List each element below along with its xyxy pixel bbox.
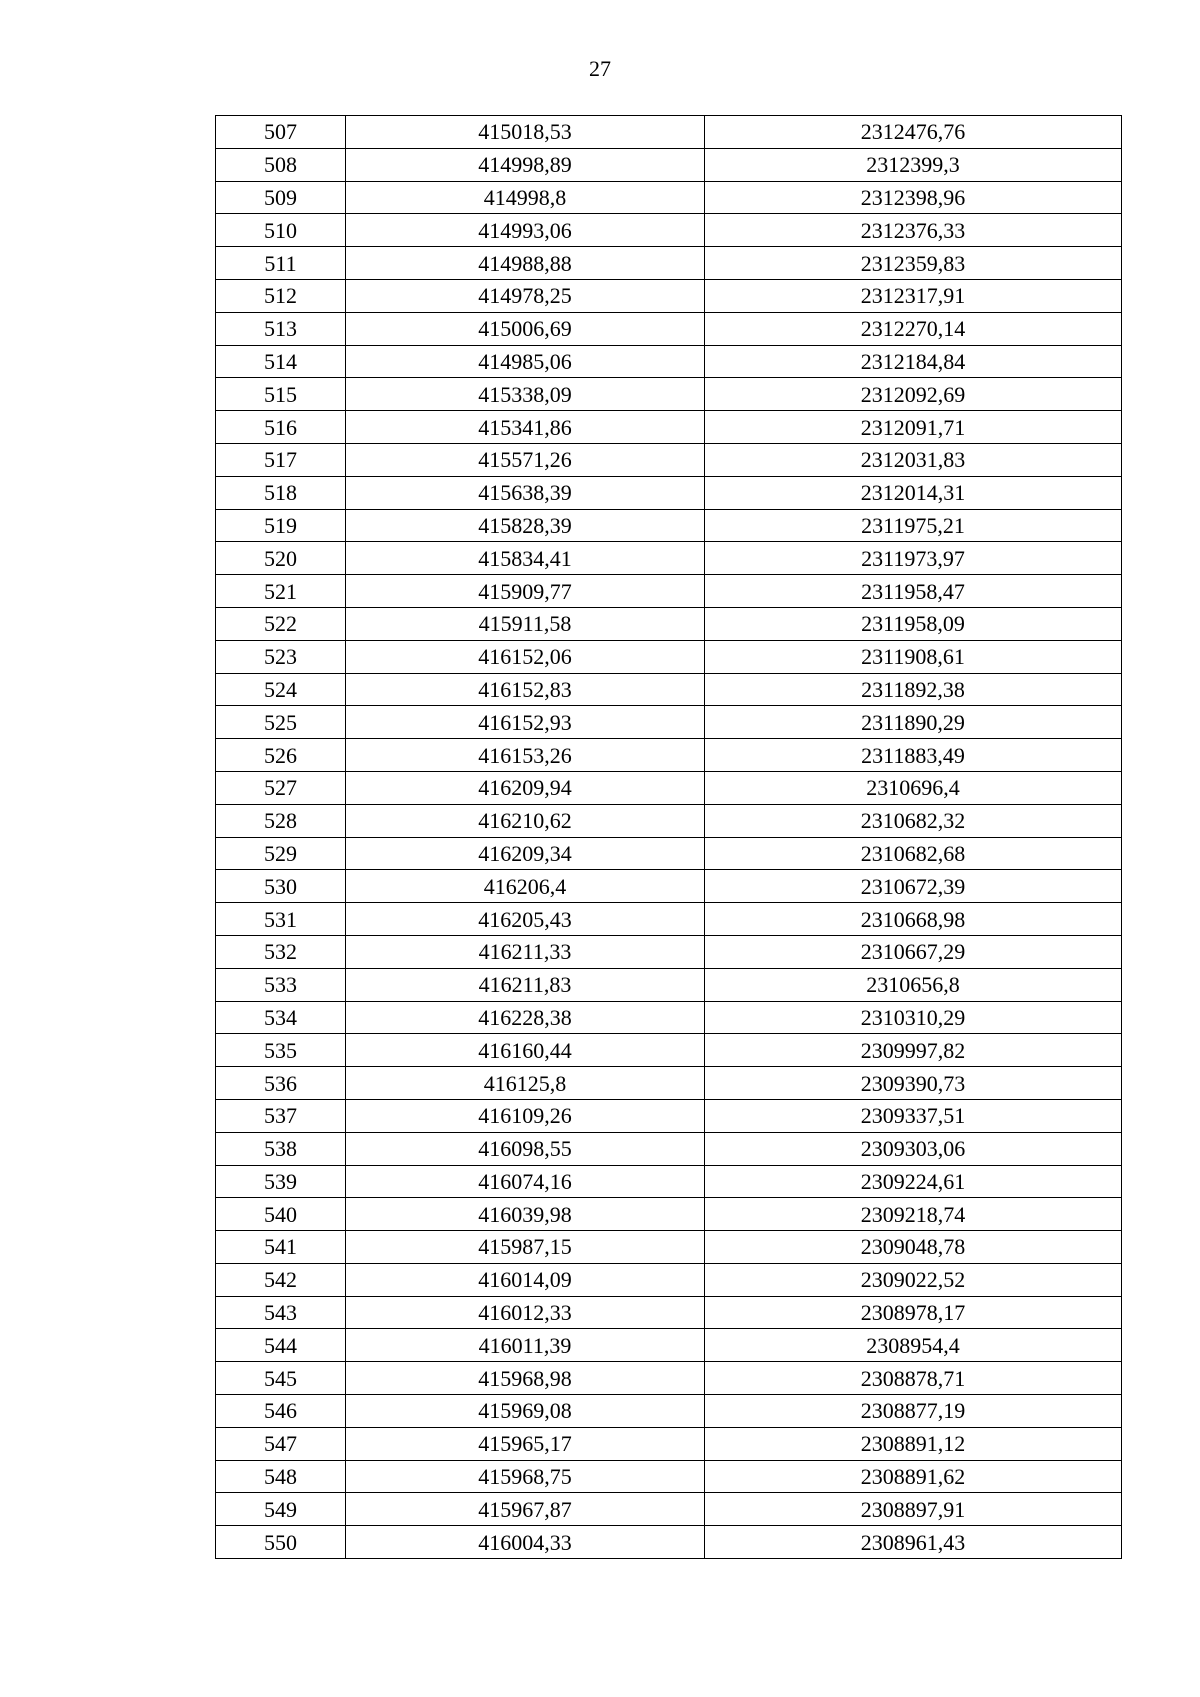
table-row <box>216 1395 1122 1428</box>
x-coordinate-cell: 416211,33 <box>346 935 705 968</box>
x-coordinate-cell: 415006,69 <box>346 312 705 345</box>
x-coordinate-cell: 415638,39 <box>346 476 705 509</box>
x-coordinate-cell: 416109,26 <box>346 1099 705 1132</box>
point-number-cell: 518 <box>216 476 346 509</box>
point-number-cell: 510 <box>216 214 346 247</box>
coordinates-table <box>215 115 1122 1559</box>
x-coordinate-cell: 416209,94 <box>346 771 705 804</box>
table-row <box>216 1263 1122 1296</box>
y-coordinate-cell: 2309997,82 <box>705 1034 1122 1067</box>
table-row <box>216 509 1122 542</box>
x-coordinate-cell: 416098,55 <box>346 1132 705 1165</box>
point-number-cell: 513 <box>216 312 346 345</box>
y-coordinate-cell: 2310310,29 <box>705 1001 1122 1034</box>
point-number-cell: 546 <box>216 1395 346 1428</box>
y-coordinate-cell: 2309022,52 <box>705 1263 1122 1296</box>
table-row <box>216 968 1122 1001</box>
point-number-cell: 542 <box>216 1263 346 1296</box>
y-coordinate-cell: 2310668,98 <box>705 903 1122 936</box>
x-coordinate-cell: 415987,15 <box>346 1231 705 1264</box>
table-row <box>216 935 1122 968</box>
y-coordinate-cell: 2309048,78 <box>705 1231 1122 1264</box>
table-row <box>216 706 1122 739</box>
y-coordinate-cell: 2311892,38 <box>705 673 1122 706</box>
y-coordinate-cell: 2310656,8 <box>705 968 1122 1001</box>
x-coordinate-cell: 416153,26 <box>346 739 705 772</box>
point-number-cell: 509 <box>216 181 346 214</box>
table-row <box>216 1362 1122 1395</box>
page-number: 27 <box>589 56 611 81</box>
point-number-cell: 525 <box>216 706 346 739</box>
table-row <box>216 903 1122 936</box>
table-row <box>216 837 1122 870</box>
x-coordinate-cell: 416014,09 <box>346 1263 705 1296</box>
table-row <box>216 1329 1122 1362</box>
x-coordinate-cell: 416125,8 <box>346 1067 705 1100</box>
y-coordinate-cell: 2308961,43 <box>705 1526 1122 1559</box>
y-coordinate-cell: 2308891,62 <box>705 1460 1122 1493</box>
x-coordinate-cell: 414998,89 <box>346 148 705 181</box>
table-row <box>216 1165 1122 1198</box>
x-coordinate-cell: 415969,08 <box>346 1395 705 1428</box>
point-number-cell: 534 <box>216 1001 346 1034</box>
table-row <box>216 739 1122 772</box>
point-number-cell: 508 <box>216 148 346 181</box>
y-coordinate-cell: 2312270,14 <box>705 312 1122 345</box>
x-coordinate-cell: 415965,17 <box>346 1427 705 1460</box>
y-coordinate-cell: 2308897,91 <box>705 1493 1122 1526</box>
x-coordinate-cell: 415828,39 <box>346 509 705 542</box>
table-row <box>216 116 1122 149</box>
point-number-cell: 523 <box>216 640 346 673</box>
point-number-cell: 526 <box>216 739 346 772</box>
y-coordinate-cell: 2309337,51 <box>705 1099 1122 1132</box>
table-row <box>216 476 1122 509</box>
y-coordinate-cell: 2309390,73 <box>705 1067 1122 1100</box>
y-coordinate-cell: 2310682,32 <box>705 804 1122 837</box>
table-row <box>216 1296 1122 1329</box>
table-row <box>216 1427 1122 1460</box>
x-coordinate-cell: 415018,53 <box>346 116 705 149</box>
table-row <box>216 640 1122 673</box>
point-number-cell: 545 <box>216 1362 346 1395</box>
y-coordinate-cell: 2311890,29 <box>705 706 1122 739</box>
point-number-cell: 507 <box>216 116 346 149</box>
y-coordinate-cell: 2311973,97 <box>705 542 1122 575</box>
point-number-cell: 533 <box>216 968 346 1001</box>
y-coordinate-cell: 2310672,39 <box>705 870 1122 903</box>
table-row <box>216 1460 1122 1493</box>
x-coordinate-cell: 416206,4 <box>346 870 705 903</box>
y-coordinate-cell: 2308891,12 <box>705 1427 1122 1460</box>
x-coordinate-cell: 414985,06 <box>346 345 705 378</box>
table-row <box>216 1034 1122 1067</box>
point-number-cell: 521 <box>216 575 346 608</box>
table-row <box>216 673 1122 706</box>
x-coordinate-cell: 416012,33 <box>346 1296 705 1329</box>
x-coordinate-cell: 415968,98 <box>346 1362 705 1395</box>
point-number-cell: 530 <box>216 870 346 903</box>
point-number-cell: 539 <box>216 1165 346 1198</box>
table-row <box>216 1493 1122 1526</box>
point-number-cell: 540 <box>216 1198 346 1231</box>
y-coordinate-cell: 2308978,17 <box>705 1296 1122 1329</box>
table-row <box>216 607 1122 640</box>
point-number-cell: 516 <box>216 411 346 444</box>
x-coordinate-cell: 416205,43 <box>346 903 705 936</box>
y-coordinate-cell: 2312359,83 <box>705 247 1122 280</box>
y-coordinate-cell: 2311908,61 <box>705 640 1122 673</box>
x-coordinate-cell: 415338,09 <box>346 378 705 411</box>
table-row <box>216 1099 1122 1132</box>
x-coordinate-cell: 416152,93 <box>346 706 705 739</box>
table-row <box>216 542 1122 575</box>
x-coordinate-cell: 416011,39 <box>346 1329 705 1362</box>
table-row <box>216 345 1122 378</box>
point-number-cell: 515 <box>216 378 346 411</box>
point-number-cell: 532 <box>216 935 346 968</box>
x-coordinate-cell: 416160,44 <box>346 1034 705 1067</box>
y-coordinate-cell: 2312031,83 <box>705 443 1122 476</box>
x-coordinate-cell: 416074,16 <box>346 1165 705 1198</box>
x-coordinate-cell: 414998,8 <box>346 181 705 214</box>
y-coordinate-cell: 2309218,74 <box>705 1198 1122 1231</box>
table-row <box>216 870 1122 903</box>
point-number-cell: 529 <box>216 837 346 870</box>
table-row <box>216 771 1122 804</box>
y-coordinate-cell: 2312398,96 <box>705 181 1122 214</box>
point-number-cell: 549 <box>216 1493 346 1526</box>
point-number-cell: 524 <box>216 673 346 706</box>
point-number-cell: 550 <box>216 1526 346 1559</box>
y-coordinate-cell: 2310667,29 <box>705 935 1122 968</box>
y-coordinate-cell: 2312014,31 <box>705 476 1122 509</box>
table-row <box>216 378 1122 411</box>
y-coordinate-cell: 2311883,49 <box>705 739 1122 772</box>
x-coordinate-cell: 416228,38 <box>346 1001 705 1034</box>
point-number-cell: 543 <box>216 1296 346 1329</box>
point-number-cell: 541 <box>216 1231 346 1264</box>
table-row <box>216 1067 1122 1100</box>
x-coordinate-cell: 415911,58 <box>346 607 705 640</box>
point-number-cell: 517 <box>216 443 346 476</box>
table-row <box>216 443 1122 476</box>
table-row <box>216 1001 1122 1034</box>
x-coordinate-cell: 416211,83 <box>346 968 705 1001</box>
x-coordinate-cell: 414978,25 <box>346 279 705 312</box>
y-coordinate-cell: 2308877,19 <box>705 1395 1122 1428</box>
y-coordinate-cell: 2311958,47 <box>705 575 1122 608</box>
y-coordinate-cell: 2312476,76 <box>705 116 1122 149</box>
y-coordinate-cell: 2312317,91 <box>705 279 1122 312</box>
table-row <box>216 1526 1122 1559</box>
y-coordinate-cell: 2308954,4 <box>705 1329 1122 1362</box>
point-number-cell: 512 <box>216 279 346 312</box>
y-coordinate-cell: 2310682,68 <box>705 837 1122 870</box>
point-number-cell: 527 <box>216 771 346 804</box>
x-coordinate-cell: 416004,33 <box>346 1526 705 1559</box>
x-coordinate-cell: 415341,86 <box>346 411 705 444</box>
x-coordinate-cell: 415968,75 <box>346 1460 705 1493</box>
y-coordinate-cell: 2311975,21 <box>705 509 1122 542</box>
x-coordinate-cell: 416039,98 <box>346 1198 705 1231</box>
y-coordinate-cell: 2309224,61 <box>705 1165 1122 1198</box>
y-coordinate-cell: 2312091,71 <box>705 411 1122 444</box>
table-row <box>216 148 1122 181</box>
table-row <box>216 411 1122 444</box>
x-coordinate-cell: 416209,34 <box>346 837 705 870</box>
y-coordinate-cell: 2308878,71 <box>705 1362 1122 1395</box>
y-coordinate-cell: 2312376,33 <box>705 214 1122 247</box>
table-row <box>216 1132 1122 1165</box>
y-coordinate-cell: 2311958,09 <box>705 607 1122 640</box>
point-number-cell: 519 <box>216 509 346 542</box>
x-coordinate-cell: 415571,26 <box>346 443 705 476</box>
point-number-cell: 520 <box>216 542 346 575</box>
point-number-cell: 536 <box>216 1067 346 1100</box>
point-number-cell: 522 <box>216 607 346 640</box>
table-row <box>216 214 1122 247</box>
point-number-cell: 544 <box>216 1329 346 1362</box>
point-number-cell: 535 <box>216 1034 346 1067</box>
point-number-cell: 511 <box>216 247 346 280</box>
table-row <box>216 804 1122 837</box>
coordinates-table-body <box>216 116 1122 1559</box>
x-coordinate-cell: 415834,41 <box>346 542 705 575</box>
y-coordinate-cell: 2309303,06 <box>705 1132 1122 1165</box>
table-row <box>216 279 1122 312</box>
point-number-cell: 537 <box>216 1099 346 1132</box>
table-row <box>216 247 1122 280</box>
point-number-cell: 547 <box>216 1427 346 1460</box>
y-coordinate-cell: 2312092,69 <box>705 378 1122 411</box>
point-number-cell: 528 <box>216 804 346 837</box>
x-coordinate-cell: 414993,06 <box>346 214 705 247</box>
table-row <box>216 1231 1122 1264</box>
y-coordinate-cell: 2312184,84 <box>705 345 1122 378</box>
table-row <box>216 312 1122 345</box>
x-coordinate-cell: 415967,87 <box>346 1493 705 1526</box>
x-coordinate-cell: 414988,88 <box>346 247 705 280</box>
table-row <box>216 1198 1122 1231</box>
y-coordinate-cell: 2312399,3 <box>705 148 1122 181</box>
table-row <box>216 575 1122 608</box>
point-number-cell: 548 <box>216 1460 346 1493</box>
x-coordinate-cell: 416152,06 <box>346 640 705 673</box>
x-coordinate-cell: 416152,83 <box>346 673 705 706</box>
y-coordinate-cell: 2310696,4 <box>705 771 1122 804</box>
table-row <box>216 181 1122 214</box>
point-number-cell: 514 <box>216 345 346 378</box>
point-number-cell: 538 <box>216 1132 346 1165</box>
point-number-cell: 531 <box>216 903 346 936</box>
x-coordinate-cell: 415909,77 <box>346 575 705 608</box>
x-coordinate-cell: 416210,62 <box>346 804 705 837</box>
